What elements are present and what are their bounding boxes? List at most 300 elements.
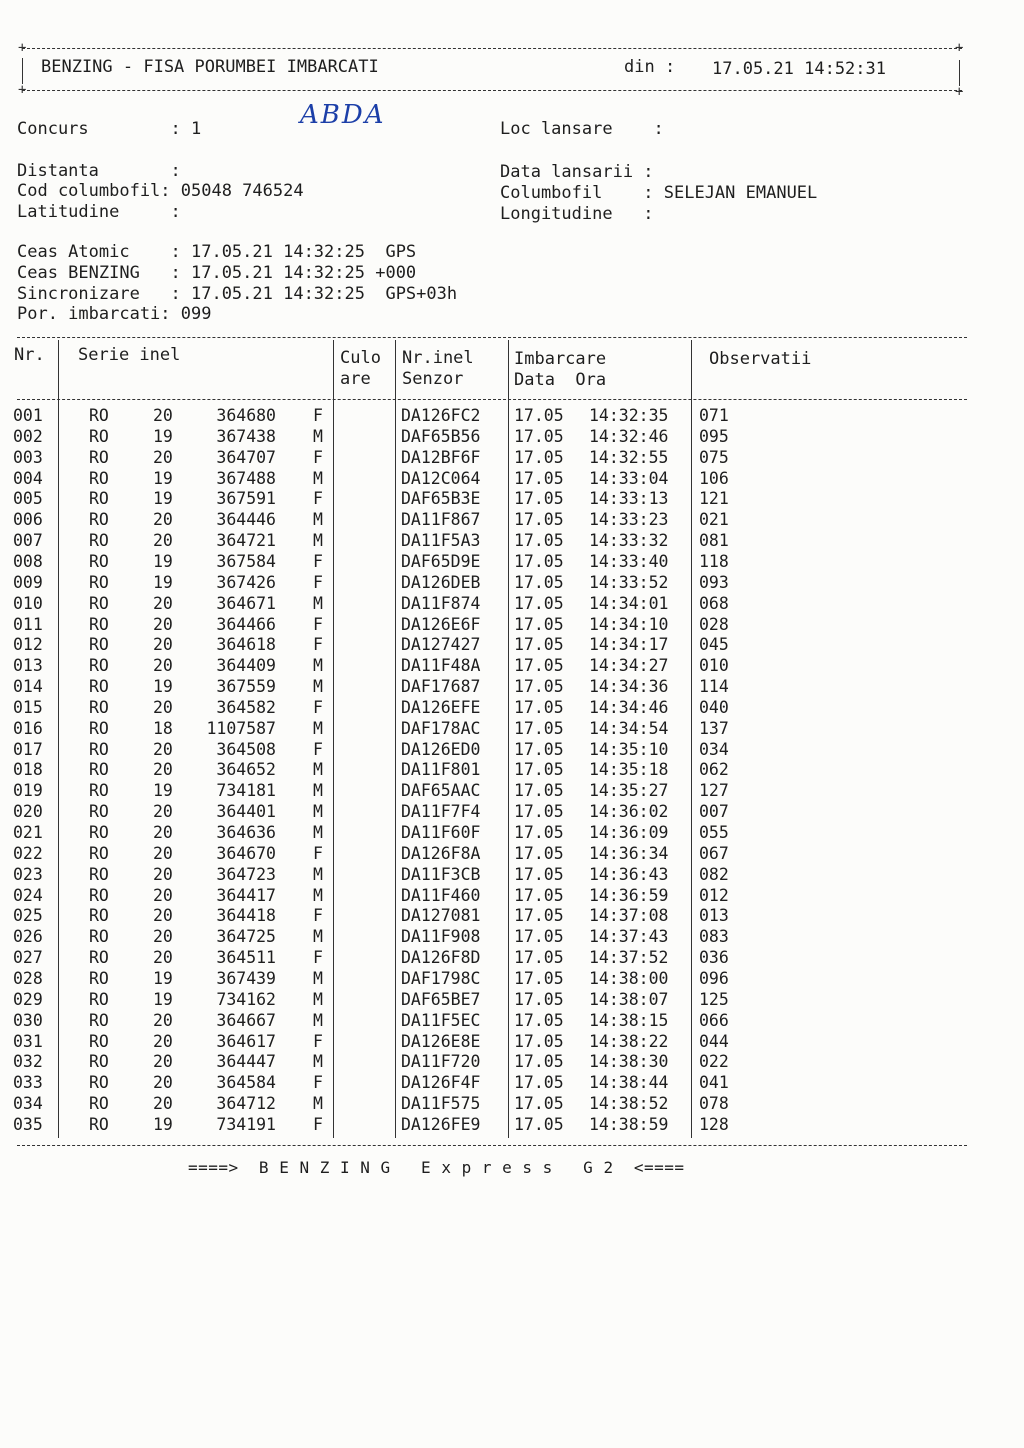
- cell-sensor-ring: DA11F460: [401, 885, 481, 905]
- cell-ring-number: 364636: [216, 823, 276, 842]
- footer-banner: ====> B E N Z I N G E x p r e s s G 2 <====: [188, 1158, 685, 1177]
- cell-time: 14:34:46: [589, 697, 669, 717]
- cell-sex: M: [313, 781, 323, 801]
- cell-year: 20: [153, 531, 173, 551]
- cell-country: RO: [89, 948, 109, 968]
- cell-year: 20: [153, 1010, 173, 1030]
- cell-time: 14:34:54: [589, 718, 669, 738]
- cell-nr: 015: [13, 697, 43, 717]
- cell-observatii: 021: [699, 510, 729, 530]
- cell-year: 19: [153, 781, 173, 801]
- cell-date: 17.05: [514, 593, 564, 613]
- cell-observatii: 095: [699, 426, 729, 446]
- cell-sex: M: [313, 531, 323, 551]
- loc-lansare-line: Loc lansare :: [500, 119, 664, 139]
- table-row: [0, 573, 1024, 594]
- cell-sex: M: [313, 989, 323, 1009]
- cell-sex: M: [313, 656, 323, 676]
- cell-time: 14:33:32: [589, 531, 669, 551]
- cell-ring-number: 364671: [216, 593, 276, 613]
- cell-ring-number: 364617: [216, 1031, 276, 1051]
- cell-observatii: 044: [699, 1031, 729, 1051]
- cell-country: RO: [89, 1114, 109, 1134]
- cell-date: 17.05: [514, 718, 564, 738]
- cell-year: 20: [153, 864, 173, 884]
- cell-sensor-ring: DA11F7F4: [401, 802, 481, 822]
- table-row: [0, 406, 1024, 427]
- cell-date: 17.05: [514, 468, 564, 488]
- cell-year: 19: [153, 968, 173, 988]
- cell-date: 17.05: [514, 1114, 564, 1134]
- cell-ring-number: 367488: [216, 468, 276, 488]
- cell-sensor-ring: DAF65BE7: [401, 989, 481, 1009]
- cell-time: 14:38:30: [589, 1052, 669, 1072]
- cell-time: 14:35:10: [589, 739, 669, 759]
- cell-ring-number: 364725: [216, 927, 276, 947]
- cell-sensor-ring: DAF65D9E: [401, 551, 481, 571]
- cell-year: 20: [153, 843, 173, 863]
- cell-observatii: 106: [699, 468, 729, 488]
- cell-time: 14:33:23: [589, 510, 669, 530]
- cell-sex: F: [313, 572, 323, 592]
- table-row: [0, 719, 1024, 740]
- table-row: [0, 760, 1024, 781]
- cell-country: RO: [89, 635, 109, 655]
- cell-nr: 025: [13, 906, 43, 926]
- cell-year: 20: [153, 906, 173, 926]
- cell-sex: F: [313, 489, 323, 509]
- cell-sex: M: [313, 1052, 323, 1072]
- col-header-culoare: Culo: [340, 348, 381, 368]
- cell-sex: F: [313, 739, 323, 759]
- table-row: [0, 510, 1024, 531]
- cell-country: RO: [89, 989, 109, 1009]
- cell-ring-number: 364418: [216, 906, 276, 926]
- cell-nr: 027: [13, 948, 43, 968]
- cell-nr: 033: [13, 1073, 43, 1093]
- table-row: [0, 656, 1024, 677]
- cell-sex: M: [313, 802, 323, 822]
- cell-country: RO: [89, 1031, 109, 1051]
- cell-observatii: 028: [699, 614, 729, 634]
- cell-ring-number: 364667: [216, 1010, 276, 1030]
- cell-date: 17.05: [514, 447, 564, 467]
- cell-nr: 031: [13, 1031, 43, 1051]
- cell-date: 17.05: [514, 656, 564, 676]
- col-header-nr-inel: Nr.inel: [402, 348, 474, 368]
- cell-observatii: 096: [699, 968, 729, 988]
- cell-ring-number: 364670: [216, 843, 276, 863]
- cell-sensor-ring: DA126F8A: [401, 843, 481, 863]
- cell-observatii: 045: [699, 635, 729, 655]
- cell-sex: F: [313, 406, 323, 425]
- cell-sex: F: [313, 843, 323, 863]
- cell-observatii: 041: [699, 1073, 729, 1093]
- corner-mark: +: [955, 84, 964, 100]
- cell-year: 20: [153, 1094, 173, 1114]
- cell-observatii: 121: [699, 489, 729, 509]
- cell-time: 14:34:36: [589, 677, 669, 697]
- cell-ring-number: 734181: [216, 781, 276, 801]
- cell-country: RO: [89, 739, 109, 759]
- cell-date: 17.05: [514, 781, 564, 801]
- cell-ring-number: 364652: [216, 760, 276, 780]
- cell-year: 20: [153, 802, 173, 822]
- cell-country: RO: [89, 843, 109, 863]
- table-row: [0, 552, 1024, 573]
- cell-time: 14:38:07: [589, 989, 669, 1009]
- table-bottom-border: [17, 1145, 967, 1146]
- cell-sensor-ring: DA126F8D: [401, 948, 481, 968]
- cell-nr: 035: [13, 1114, 43, 1134]
- cell-time: 14:37:08: [589, 906, 669, 926]
- ceas-benzing-line: Ceas BENZING : 17.05.21 14:32:25 +000: [17, 263, 417, 283]
- cell-date: 17.05: [514, 968, 564, 988]
- cell-date: 17.05: [514, 614, 564, 634]
- cell-ring-number: 364511: [216, 948, 276, 968]
- cell-ring-number: 364707: [216, 447, 276, 467]
- cell-ring-number: 367584: [216, 551, 276, 571]
- cell-country: RO: [89, 760, 109, 780]
- cell-year: 19: [153, 426, 173, 446]
- cell-sensor-ring: DA12BF6F: [401, 447, 481, 467]
- cell-ring-number: 364409: [216, 656, 276, 676]
- cell-country: RO: [89, 802, 109, 822]
- table-row: [0, 781, 1024, 802]
- col-header-observatii: Observatii: [709, 349, 812, 369]
- cell-date: 17.05: [514, 802, 564, 822]
- col-header-imbarcare: Imbarcare: [514, 349, 607, 369]
- cell-country: RO: [89, 614, 109, 634]
- header-top-border: [22, 48, 962, 49]
- cell-ring-number: 364721: [216, 531, 276, 551]
- columbofil-line: Columbofil : SELEJAN EMANUEL: [500, 183, 818, 203]
- cell-year: 20: [153, 823, 173, 842]
- corner-mark: +: [18, 40, 27, 56]
- cell-time: 14:36:02: [589, 802, 669, 822]
- cell-sensor-ring: DAF65B56: [401, 426, 481, 446]
- handwritten-note: ABDA: [300, 100, 386, 130]
- cell-sex: M: [313, 510, 323, 530]
- cell-nr: 023: [13, 864, 43, 884]
- cell-sensor-ring: DA126EFE: [401, 697, 481, 717]
- cell-country: RO: [89, 864, 109, 884]
- cell-time: 14:33:04: [589, 468, 669, 488]
- cell-year: 20: [153, 635, 173, 655]
- cell-nr: 032: [13, 1052, 43, 1072]
- cell-country: RO: [89, 489, 109, 509]
- cell-observatii: 137: [699, 718, 729, 738]
- cell-observatii: 013: [699, 906, 729, 926]
- cell-nr: 013: [13, 656, 43, 676]
- report-title: BENZING - FISA PORUMBEI IMBARCATI: [41, 57, 379, 77]
- cell-sensor-ring: DAF65AAC: [401, 781, 481, 801]
- cell-country: RO: [89, 1010, 109, 1030]
- distanta-line: Distanta :: [17, 161, 181, 181]
- cell-sensor-ring: DAF17687: [401, 677, 481, 697]
- table-row: [0, 635, 1024, 656]
- cell-time: 14:34:27: [589, 656, 669, 676]
- cell-country: RO: [89, 927, 109, 947]
- table-row: [0, 448, 1024, 469]
- cell-observatii: 068: [699, 593, 729, 613]
- cell-year: 20: [153, 614, 173, 634]
- cell-sex: M: [313, 1010, 323, 1030]
- cell-year: 20: [153, 1031, 173, 1051]
- cell-observatii: 012: [699, 885, 729, 905]
- cell-ring-number: 734162: [216, 989, 276, 1009]
- table-row: [0, 594, 1024, 615]
- cell-nr: 007: [13, 531, 43, 551]
- cell-ring-number: 734191: [216, 1114, 276, 1134]
- data-lansarii-line: Data lansarii :: [500, 162, 654, 182]
- cell-time: 14:38:00: [589, 968, 669, 988]
- cell-observatii: 114: [699, 677, 729, 697]
- cell-sex: M: [313, 1094, 323, 1114]
- cell-observatii: 075: [699, 447, 729, 467]
- cell-ring-number: 364446: [216, 510, 276, 530]
- cell-time: 14:38:15: [589, 1010, 669, 1030]
- cell-observatii: 082: [699, 864, 729, 884]
- cell-nr: 012: [13, 635, 43, 655]
- cell-sex: F: [313, 447, 323, 467]
- cell-date: 17.05: [514, 406, 564, 425]
- cell-ring-number: 364447: [216, 1052, 276, 1072]
- col-header-data-ora: Data Ora: [514, 370, 607, 390]
- cell-year: 20: [153, 656, 173, 676]
- cell-year: 18: [153, 718, 173, 738]
- cell-year: 20: [153, 948, 173, 968]
- cell-sex: F: [313, 697, 323, 717]
- table-row: [0, 698, 1024, 719]
- cell-observatii: 034: [699, 739, 729, 759]
- cell-nr: 029: [13, 989, 43, 1009]
- cell-sex: F: [313, 551, 323, 571]
- cell-year: 19: [153, 551, 173, 571]
- cell-sex: F: [313, 1031, 323, 1051]
- cell-sex: M: [313, 593, 323, 613]
- cell-year: 20: [153, 927, 173, 947]
- report-datetime: 17.05.21 14:52:31: [712, 59, 886, 79]
- cell-date: 17.05: [514, 531, 564, 551]
- cell-sensor-ring: DA11F3CB: [401, 864, 481, 884]
- cell-year: 19: [153, 989, 173, 1009]
- cell-year: 20: [153, 593, 173, 613]
- cell-time: 14:38:44: [589, 1073, 669, 1093]
- cell-date: 17.05: [514, 551, 564, 571]
- cell-country: RO: [89, 551, 109, 571]
- cell-nr: 019: [13, 781, 43, 801]
- cell-sensor-ring: DA127081: [401, 906, 481, 926]
- cod-columbofil-line: Cod columbofil: 05048 746524: [17, 181, 304, 201]
- cell-sensor-ring: DA11F60F: [401, 823, 481, 842]
- col-header-serie-inel: Serie inel: [78, 345, 181, 365]
- cell-observatii: 067: [699, 843, 729, 863]
- cell-year: 20: [153, 739, 173, 759]
- cell-sensor-ring: DAF1798C: [401, 968, 481, 988]
- cell-sex: M: [313, 864, 323, 884]
- cell-nr: 006: [13, 510, 43, 530]
- cell-sex: M: [313, 718, 323, 738]
- cell-date: 17.05: [514, 572, 564, 592]
- table-row: [0, 531, 1024, 552]
- cell-sex: F: [313, 1073, 323, 1093]
- sincronizare-line: Sincronizare : 17.05.21 14:32:25 GPS+03h: [17, 284, 458, 304]
- table-row: [0, 469, 1024, 490]
- cell-ring-number: 367559: [216, 677, 276, 697]
- cell-country: RO: [89, 447, 109, 467]
- table-row: [0, 969, 1024, 990]
- cell-nr: 034: [13, 1094, 43, 1114]
- cell-nr: 018: [13, 760, 43, 780]
- cell-time: 14:36:43: [589, 864, 669, 884]
- cell-date: 17.05: [514, 948, 564, 968]
- table-row: [0, 1115, 1024, 1136]
- cell-ring-number: 364401: [216, 802, 276, 822]
- table-row: [0, 427, 1024, 448]
- cell-year: 20: [153, 510, 173, 530]
- cell-ring-number: 364712: [216, 1094, 276, 1114]
- cell-date: 17.05: [514, 489, 564, 509]
- cell-sensor-ring: DA126ED0: [401, 739, 481, 759]
- cell-year: 20: [153, 406, 173, 425]
- cell-ring-number: 364582: [216, 697, 276, 717]
- cell-time: 14:34:10: [589, 614, 669, 634]
- cell-observatii: 118: [699, 551, 729, 571]
- cell-year: 20: [153, 447, 173, 467]
- cell-observatii: 093: [699, 572, 729, 592]
- cell-observatii: 078: [699, 1094, 729, 1114]
- cell-ring-number: 364466: [216, 614, 276, 634]
- ceas-atomic-line: Ceas Atomic : 17.05.21 14:32:25 GPS: [17, 242, 417, 262]
- cell-nr: 001: [13, 406, 43, 425]
- cell-time: 14:34:17: [589, 635, 669, 655]
- cell-country: RO: [89, 468, 109, 488]
- cell-date: 17.05: [514, 635, 564, 655]
- col-header-senzor: Senzor: [402, 369, 464, 389]
- cell-nr: 005: [13, 489, 43, 509]
- cell-year: 19: [153, 572, 173, 592]
- cell-date: 17.05: [514, 1031, 564, 1051]
- cell-observatii: 022: [699, 1052, 729, 1072]
- por-imbarcati-line: Por. imbarcati: 099: [17, 304, 212, 324]
- table-row: [0, 823, 1024, 844]
- cell-sensor-ring: DA126FE9: [401, 1114, 481, 1134]
- table-row: [0, 865, 1024, 886]
- col-header-nr: Nr.: [14, 345, 45, 365]
- cell-sex: F: [313, 614, 323, 634]
- cell-country: RO: [89, 1094, 109, 1114]
- cell-date: 17.05: [514, 1094, 564, 1114]
- cell-sensor-ring: DA11F874: [401, 593, 481, 613]
- cell-country: RO: [89, 656, 109, 676]
- cell-time: 14:36:09: [589, 823, 669, 842]
- header-right-border: [959, 60, 960, 86]
- table-row: [0, 948, 1024, 969]
- cell-sex: M: [313, 823, 323, 842]
- cell-time: 14:32:35: [589, 406, 669, 425]
- cell-year: 19: [153, 1114, 173, 1134]
- cell-sensor-ring: DA126F4F: [401, 1073, 481, 1093]
- cell-observatii: 081: [699, 531, 729, 551]
- cell-time: 14:37:52: [589, 948, 669, 968]
- cell-date: 17.05: [514, 1073, 564, 1093]
- cell-date: 17.05: [514, 843, 564, 863]
- cell-observatii: 125: [699, 989, 729, 1009]
- table-row: [0, 1052, 1024, 1073]
- cell-nr: 003: [13, 447, 43, 467]
- cell-sex: M: [313, 885, 323, 905]
- date-label: din :: [624, 57, 676, 77]
- corner-mark: +: [18, 82, 27, 98]
- cell-sex: M: [313, 468, 323, 488]
- corner-mark: +: [955, 40, 964, 56]
- cell-sensor-ring: DA11F5A3: [401, 531, 481, 551]
- cell-sex: M: [313, 927, 323, 947]
- cell-observatii: 010: [699, 656, 729, 676]
- cell-year: 19: [153, 468, 173, 488]
- cell-year: 20: [153, 697, 173, 717]
- cell-nr: 021: [13, 823, 43, 842]
- cell-sex: F: [313, 906, 323, 926]
- cell-ring-number: 364723: [216, 864, 276, 884]
- cell-ring-number: 367426: [216, 572, 276, 592]
- cell-nr: 011: [13, 614, 43, 634]
- cell-year: 20: [153, 885, 173, 905]
- cell-date: 17.05: [514, 426, 564, 446]
- cell-ring-number: 364417: [216, 885, 276, 905]
- cell-date: 17.05: [514, 677, 564, 697]
- table-row: [0, 927, 1024, 948]
- longitudine-line: Longitudine :: [500, 204, 654, 224]
- cell-sex: M: [313, 968, 323, 988]
- cell-observatii: 127: [699, 781, 729, 801]
- cell-ring-number: 364584: [216, 1073, 276, 1093]
- cell-country: RO: [89, 593, 109, 613]
- latitudine-line: Latitudine :: [17, 202, 181, 222]
- cell-nr: 008: [13, 551, 43, 571]
- cell-nr: 002: [13, 426, 43, 446]
- table-row: [0, 677, 1024, 698]
- cell-time: 14:38:52: [589, 1094, 669, 1114]
- cell-observatii: 055: [699, 823, 729, 842]
- cell-country: RO: [89, 781, 109, 801]
- cell-sensor-ring: DA11F5EC: [401, 1010, 481, 1030]
- cell-year: 20: [153, 1073, 173, 1093]
- cell-ring-number: 367439: [216, 968, 276, 988]
- cell-date: 17.05: [514, 906, 564, 926]
- cell-date: 17.05: [514, 823, 564, 842]
- cell-country: RO: [89, 1073, 109, 1093]
- table-row: [0, 1032, 1024, 1053]
- cell-sensor-ring: DA11F867: [401, 510, 481, 530]
- cell-date: 17.05: [514, 510, 564, 530]
- table-row: [0, 802, 1024, 823]
- cell-date: 17.05: [514, 1052, 564, 1072]
- cell-time: 14:36:59: [589, 885, 669, 905]
- cell-time: 14:37:43: [589, 927, 669, 947]
- cell-country: RO: [89, 823, 109, 842]
- cell-sensor-ring: DA11F575: [401, 1094, 481, 1114]
- table-row: [0, 1073, 1024, 1094]
- cell-time: 14:35:27: [589, 781, 669, 801]
- cell-ring-number: 364680: [216, 406, 276, 425]
- cell-time: 14:34:01: [589, 593, 669, 613]
- cell-country: RO: [89, 406, 109, 425]
- cell-year: 20: [153, 1052, 173, 1072]
- cell-nr: 009: [13, 572, 43, 592]
- cell-date: 17.05: [514, 989, 564, 1009]
